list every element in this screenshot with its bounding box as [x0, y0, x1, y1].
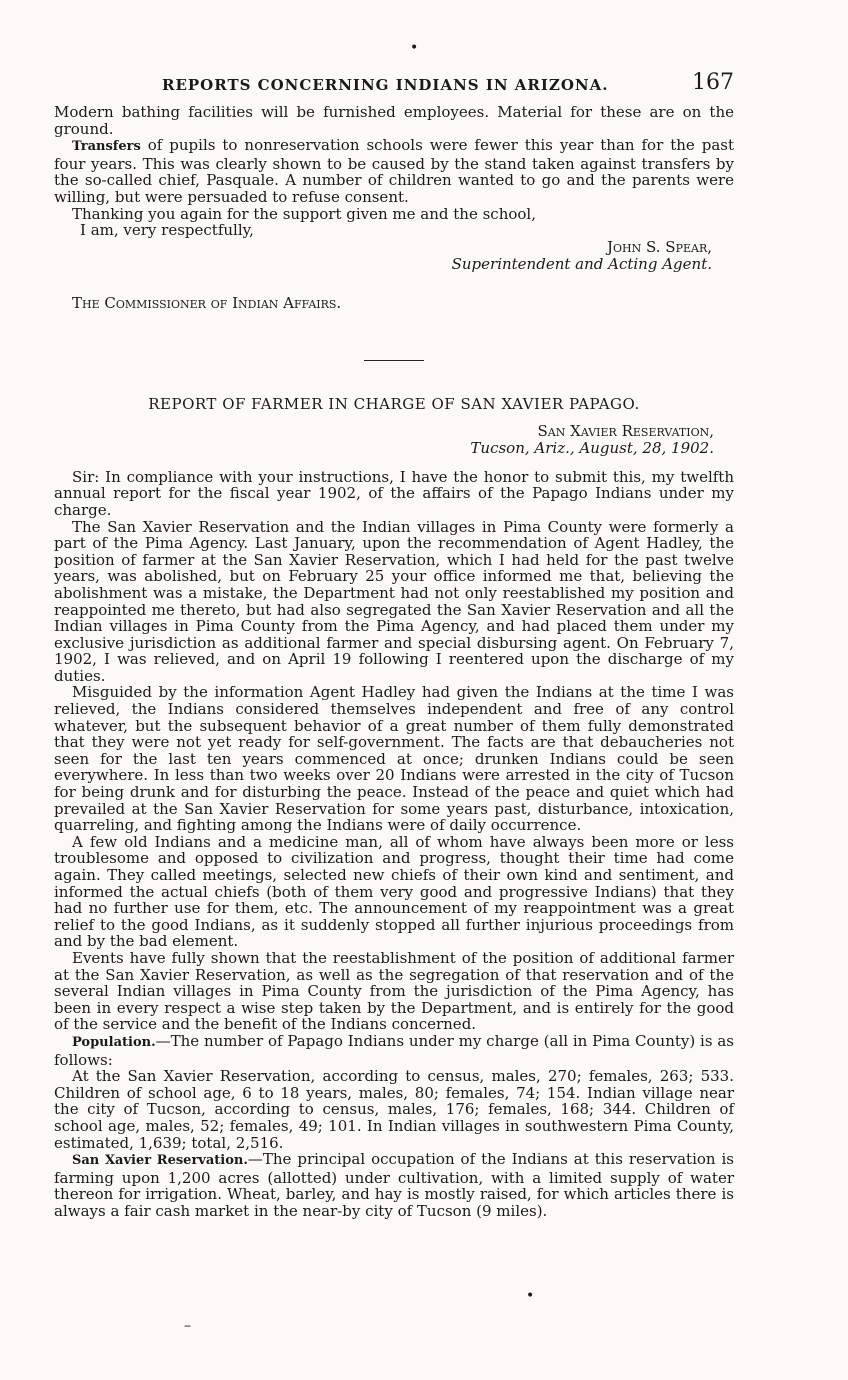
paragraph-transfers	[54, 137, 734, 205]
page-number: 167	[692, 70, 734, 95]
paragraph-agency: The San Xavier Reservation and the Indian villages in Pima County were formerly a part of the Pima Agency. Last January, upon the recommendation of Agent Hadley, the position of farmer at the San Xavier Reservation, which I had held for the past twelve years, was abolished, but on February 25 your office informed me that, believing the abolishment was a mistake, the Department had not only reestablished my position and reappointed me thereto, but had also segregated the San Xavier Reservation and all the Indian villages in Pima County from the Pima Agency, and had placed them under my exclusive jurisdiction as additional farmer and special disbursing agent. On February 7, 1902, I was relieved, and on April 19 following I reentered upon the discharge of my duties.	[54, 517, 734, 685]
paragraph-bathing: Modern bathing facilities will be furnished employees. Material for these are on the ground.	[54, 103, 734, 138]
section-title: REPORT OF FARMER IN CHARGE OF SAN XAVIER PAPAGO.	[148, 394, 640, 413]
run-in-heading: Population.	[72, 1034, 156, 1050]
signature-block	[54, 239, 712, 273]
ink-speck: •	[526, 1288, 535, 1304]
paragraph-text: of pupils to nonreservation schools were fewer this year than for the past four years. This was clearly shown to be caused by the stand taken against transfers by the so-called chief, Pasquale. A number of children wanted to go and the parents were willing, but were persuaded to refuse consent.	[54, 136, 734, 206]
dateline	[54, 423, 714, 457]
dateline-place: San Xavier Reservation,	[537, 421, 714, 440]
signature-title: Superintendent and Acting Agent.	[451, 254, 712, 273]
section-divider	[364, 360, 424, 361]
paragraph-text: —The principal occupation of the Indians at this reservation is farming upon 1,200 acres (allotted) under cultivation, with a limited supply of water thereon for irrigation. Wheat, barley, and hay is mostly raised, for which articles there is always a fair cash market in the near-by city of Tucson (9 miles).	[54, 1150, 734, 1220]
paragraph-salutation: Sir: In compliance with your instructions, I have the honor to submit this, my twelfth annual report for the fiscal year 1902, of the affairs of the Papago Indians under my charge.	[54, 467, 734, 519]
paragraph-text: —The number of Papago Indians under my charge (all in Pima County) is as follows:	[54, 1031, 734, 1069]
dateline-date: Tucson, Ariz., August, 28, 1902.	[470, 438, 714, 457]
paragraph-census: At the San Xavier Reservation, according to census, males, 270; females, 263; 533. Children of school age, 6 to 18 years, males, 80; females, 74; 154. Indian village near the city of Tucson, according to census, males, 176; females, 168; 344. Children of school age, males, 52; females, 49; 101. In Indian villages in southwestern Pima County, estimated, 1,639; total, 2,516.	[54, 1067, 734, 1152]
closing-line: I am, very respectfully,	[80, 221, 254, 240]
ink-speck: –	[184, 1318, 191, 1334]
paragraph-misguided: Misguided by the information Agent Hadley had given the Indians at the time I was relieved, the Indians considered themselves independent and free of any control whatever, but the subsequent behavior of a great number of them fully demonstrated that they were not yet ready for self-government. The facts are that debaucheries not seen for the last ten years commenced at once; drunken Indians could be seen everywhere. In less than two weeks over 20 Indians were arrested in the city of Tucson for being drunk and for disturbing the peace. Instead of the peace and quiet which had prevailed at the San Xavier Reservation for some years past, disturbance, intoxication, quarreling, and fighting among the Indians were of daily occurrence.	[54, 683, 734, 835]
addressee: The Commissioner of Indian Affairs.	[72, 293, 342, 312]
paragraph-events: Events have fully shown that the reestablishment of the position of additional farmer at the San Xavier Reservation, as well as the segregation of that reservation and of the several Indian villages in Pima County from the jurisdiction of the Pima Agency, has been in every respect a wise step taken by the Department, and is entirely for the good of the service and the benefit of the Indians concerned.	[54, 948, 734, 1034]
page	[54, 70, 734, 1219]
paragraph-san-xavier	[54, 1151, 734, 1219]
paragraph-population	[54, 1033, 734, 1068]
paragraph-thanks: Thanking you again for the support given me and the school,	[72, 204, 536, 223]
ink-speck: •	[410, 40, 419, 56]
run-in-heading: Transfers	[72, 139, 141, 155]
running-title: REPORTS CONCERNING INDIANS IN ARIZONA.	[162, 76, 609, 94]
signature-name: John S. Spear,	[607, 237, 712, 256]
paragraph-old-indians: A few old Indians and a medicine man, all of whom have always been more or less troublesome and opposed to civilization and progress, thought their time had come again. They called meetings, selected new chiefs of their own kind and sentiment, and informed the actual chiefs (both of them very good and progressive Indians) that they had no further use for them, etc. The announcement of my reappointment was a great relief to the good Indians, as it suddenly stopped all further injurious proceedings from and by the bad element.	[54, 832, 734, 951]
run-in-heading: San Xavier Reservation.	[72, 1153, 248, 1169]
running-head	[54, 70, 734, 104]
